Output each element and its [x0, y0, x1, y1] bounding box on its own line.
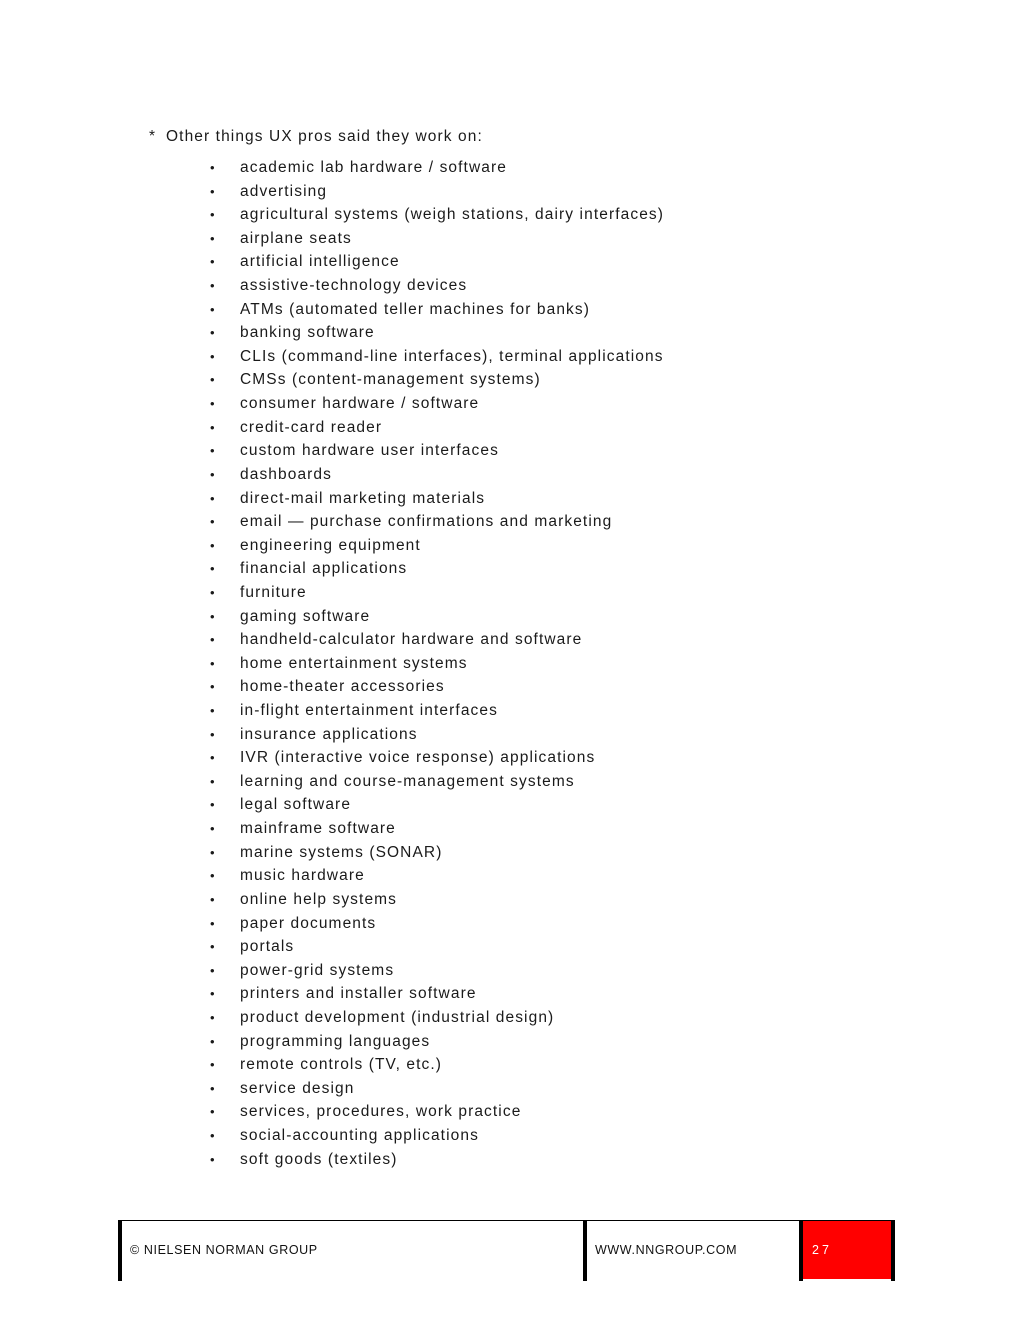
bullet-icon: •	[210, 726, 215, 742]
intro-asterisk: *	[149, 128, 157, 145]
bullet-icon: •	[210, 396, 215, 412]
bullet-icon: •	[210, 301, 215, 317]
list-item	[209, 274, 664, 298]
bullet-icon: •	[210, 561, 215, 577]
list-item-text: dashboards	[240, 465, 333, 483]
list-item-text: home-theater accessories	[240, 678, 445, 696]
list-item-text: direct-mail marketing materials	[240, 489, 486, 507]
bullet-icon: •	[210, 655, 215, 671]
footer-divider	[799, 1220, 803, 1281]
list-item	[209, 746, 664, 770]
list-item-text: airplane seats	[240, 229, 352, 247]
bullet-icon: •	[210, 773, 215, 789]
footer-divider	[583, 1220, 587, 1281]
bullet-icon: •	[210, 254, 215, 270]
bullet-icon: •	[210, 608, 215, 624]
list-item	[209, 156, 664, 180]
list-item	[209, 203, 664, 227]
bullet-icon: •	[210, 1104, 215, 1120]
list-item-text: insurance applications	[240, 725, 418, 743]
bullet-icon: •	[210, 1127, 215, 1143]
list-item-text: credit-card reader	[240, 418, 383, 436]
bullet-icon: •	[210, 584, 215, 600]
list-item-text: CMSs (content-management systems)	[240, 371, 541, 389]
page-footer	[118, 1220, 895, 1280]
list-item	[209, 250, 664, 274]
list-item	[209, 180, 664, 204]
bullet-icon: •	[210, 844, 215, 860]
bullet-icon: •	[210, 821, 215, 837]
list-item	[209, 1148, 664, 1172]
list-item	[209, 841, 664, 865]
bullet-icon: •	[210, 490, 215, 506]
bullet-icon: •	[210, 1151, 215, 1167]
bullet-icon: •	[210, 939, 215, 955]
list-item-text: academic lab hardware / software	[240, 159, 507, 176]
list-item-text: banking software	[240, 324, 375, 342]
intro-text: Other things UX pros said they work on:	[166, 128, 483, 145]
footer-copyright: © NIELSEN NORMAN GROUP	[130, 1243, 318, 1257]
list-item	[209, 1100, 664, 1124]
list-item-text: product development (industrial design)	[240, 1008, 555, 1026]
page-number: 27	[812, 1243, 832, 1257]
list-item	[209, 1006, 664, 1030]
list-item	[209, 487, 664, 511]
list-item-text: portals	[240, 938, 295, 956]
list-item	[209, 1124, 664, 1148]
list-item-text: agricultural systems (weigh stations, dairy interfaces)	[240, 206, 665, 224]
list-item-text: gaming software	[240, 607, 371, 625]
list-item	[209, 298, 664, 322]
bullet-icon: •	[210, 419, 215, 435]
bullet-icon: •	[210, 183, 215, 199]
bullet-icon: •	[210, 1057, 215, 1073]
list-item-text: IVR (interactive voice response) applications	[240, 749, 596, 767]
list-item-text: consumer hardware / software	[240, 395, 480, 413]
work-areas-list	[209, 156, 664, 1171]
list-item	[209, 675, 664, 699]
list-item	[209, 935, 664, 959]
list-item-text: CLIs (command-line interfaces), terminal applications	[240, 347, 664, 365]
list-item	[209, 345, 664, 369]
list-item-text: service design	[240, 1079, 355, 1097]
list-item-text: ATMs (automated teller machines for banks)	[240, 300, 591, 318]
list-item	[209, 912, 664, 936]
list-item	[209, 439, 664, 463]
list-item-text: mainframe software	[240, 820, 396, 838]
list-item	[209, 628, 664, 652]
list-item	[209, 368, 664, 392]
bullet-icon: •	[210, 372, 215, 388]
bullet-icon: •	[210, 750, 215, 766]
list-item-text: marine systems (SONAR)	[240, 843, 443, 861]
list-item-text: power-grid systems	[240, 961, 395, 979]
bullet-icon: •	[210, 348, 215, 364]
list-item-text: assistive-technology devices	[240, 277, 468, 295]
bullet-icon: •	[210, 325, 215, 341]
footer-website: WWW.NNGROUP.COM	[595, 1243, 738, 1257]
bullet-icon: •	[210, 160, 215, 175]
list-item	[209, 227, 664, 251]
list-item-text: handheld-calculator hardware and software	[240, 631, 583, 649]
list-item-text: social-accounting applications	[240, 1126, 479, 1144]
list-item	[209, 416, 664, 440]
list-item	[209, 793, 664, 817]
list-item	[209, 982, 664, 1006]
list-item	[209, 557, 664, 581]
list-item	[209, 581, 664, 605]
list-item	[209, 723, 664, 747]
list-item-text: legal software	[240, 796, 352, 814]
bullet-icon: •	[210, 207, 215, 223]
bullet-icon: •	[210, 443, 215, 459]
list-item	[209, 1053, 664, 1077]
list-item-text: email — purchase confirmations and marketing	[240, 513, 613, 531]
list-item-text: artificial intelligence	[240, 253, 400, 271]
bullet-icon: •	[210, 537, 215, 553]
list-item-text: in-flight entertainment interfaces	[240, 702, 498, 720]
list-item-text: learning and course-management systems	[240, 772, 575, 790]
bullet-icon: •	[210, 1009, 215, 1025]
list-item	[209, 699, 664, 723]
list-item	[209, 463, 664, 487]
list-item-text: home entertainment systems	[240, 654, 468, 672]
bullet-icon: •	[210, 915, 215, 931]
list-item	[209, 888, 664, 912]
list-item	[209, 959, 664, 983]
list-item-text: programming languages	[240, 1032, 431, 1050]
list-item-text: music hardware	[240, 867, 365, 885]
list-item-text: furniture	[240, 583, 307, 601]
bullet-icon: •	[210, 962, 215, 978]
bullet-icon: •	[210, 632, 215, 648]
list-item-text: financial applications	[240, 560, 408, 578]
bullet-icon: •	[210, 703, 215, 719]
list-item-text: custom hardware user interfaces	[240, 442, 499, 460]
list-item	[209, 1077, 664, 1101]
bullet-icon: •	[210, 891, 215, 907]
footer-divider	[891, 1220, 895, 1281]
list-item	[209, 534, 664, 558]
list-item	[209, 1030, 664, 1054]
bullet-icon: •	[210, 868, 215, 884]
list-item	[209, 605, 664, 629]
bullet-icon: •	[210, 986, 215, 1002]
list-item	[209, 770, 664, 794]
list-item-text: soft goods (textiles)	[240, 1150, 398, 1168]
list-item-text: services, procedures, work practice	[240, 1103, 522, 1121]
list-item	[209, 321, 664, 345]
bullet-icon: •	[210, 466, 215, 482]
list-item	[209, 392, 664, 416]
list-item-text: printers and installer software	[240, 985, 477, 1003]
bullet-icon: •	[210, 514, 215, 530]
list-item	[209, 817, 664, 841]
list-item-text: online help systems	[240, 890, 398, 908]
bullet-icon: •	[210, 278, 215, 294]
list-item-text: paper documents	[240, 914, 377, 932]
list-item	[209, 652, 664, 676]
bullet-icon: •	[210, 1033, 215, 1049]
list-intro	[149, 127, 483, 147]
bullet-icon: •	[210, 1080, 215, 1096]
bullet-icon: •	[210, 797, 215, 813]
list-item	[209, 510, 664, 534]
bullet-icon: •	[210, 679, 215, 695]
list-item-text: remote controls (TV, etc.)	[240, 1056, 443, 1074]
footer-divider	[118, 1220, 122, 1281]
list-item-text: advertising	[240, 182, 328, 200]
list-item	[209, 864, 664, 888]
list-item-text: engineering equipment	[240, 536, 421, 554]
bullet-icon: •	[210, 230, 215, 246]
